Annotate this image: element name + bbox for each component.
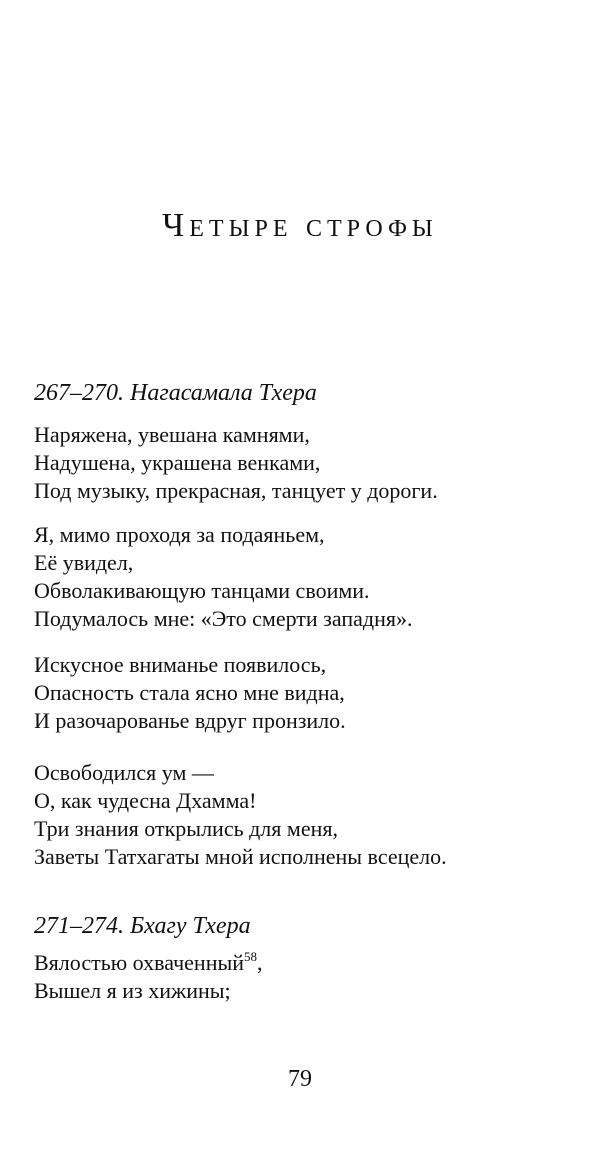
verse-line: О, как чудесна Дхамма!	[34, 788, 257, 813]
verse-line: Вышел я из хижины;	[34, 978, 231, 1003]
section-heading: 267–270. Нагасамала Тхера	[34, 380, 317, 406]
page-title: Четыре строфы	[162, 207, 438, 244]
stanza	[34, 651, 346, 735]
stanza	[34, 521, 412, 633]
verse-line: Под музыку, прекрасная, танцует у дороги.	[34, 478, 438, 503]
verse-line: Три знания открылись для меня,	[34, 816, 338, 841]
footnote-ref[interactable]: 58	[244, 949, 258, 964]
verse-line: Я, мимо проходя за подаяньем,	[34, 522, 325, 547]
verse-line-text: Вялостью охваченный	[34, 950, 245, 975]
verse-line: И разочарованье вдруг пронзило.	[34, 708, 346, 733]
verse-line: Освободился ум —	[34, 760, 214, 785]
verse-line	[34, 949, 263, 977]
verse-line: Обволакивающую танцами своими.	[34, 578, 370, 603]
section-heading: 271–274. Бхагу Тхера	[34, 913, 251, 939]
verse-line: Подумалось мне: «Это смерти западня».	[34, 606, 413, 631]
verse-line: Её увидел,	[34, 550, 134, 575]
verse-line-punct: ,	[257, 950, 263, 975]
verse-line: Наряжена, увешана камнями,	[34, 422, 310, 447]
verse-line: Заветы Татхагаты мной исполнены всецело.	[34, 844, 447, 869]
stanza	[34, 759, 447, 871]
page-number: 79	[288, 1066, 312, 1092]
verse-line: Опасность стала ясно мне видна,	[34, 680, 345, 705]
verse-line: Надушена, украшена венками,	[34, 450, 321, 475]
stanza	[34, 421, 438, 505]
verse-line: Искусное вниманье появилось,	[34, 652, 327, 677]
stanza	[34, 949, 263, 1005]
